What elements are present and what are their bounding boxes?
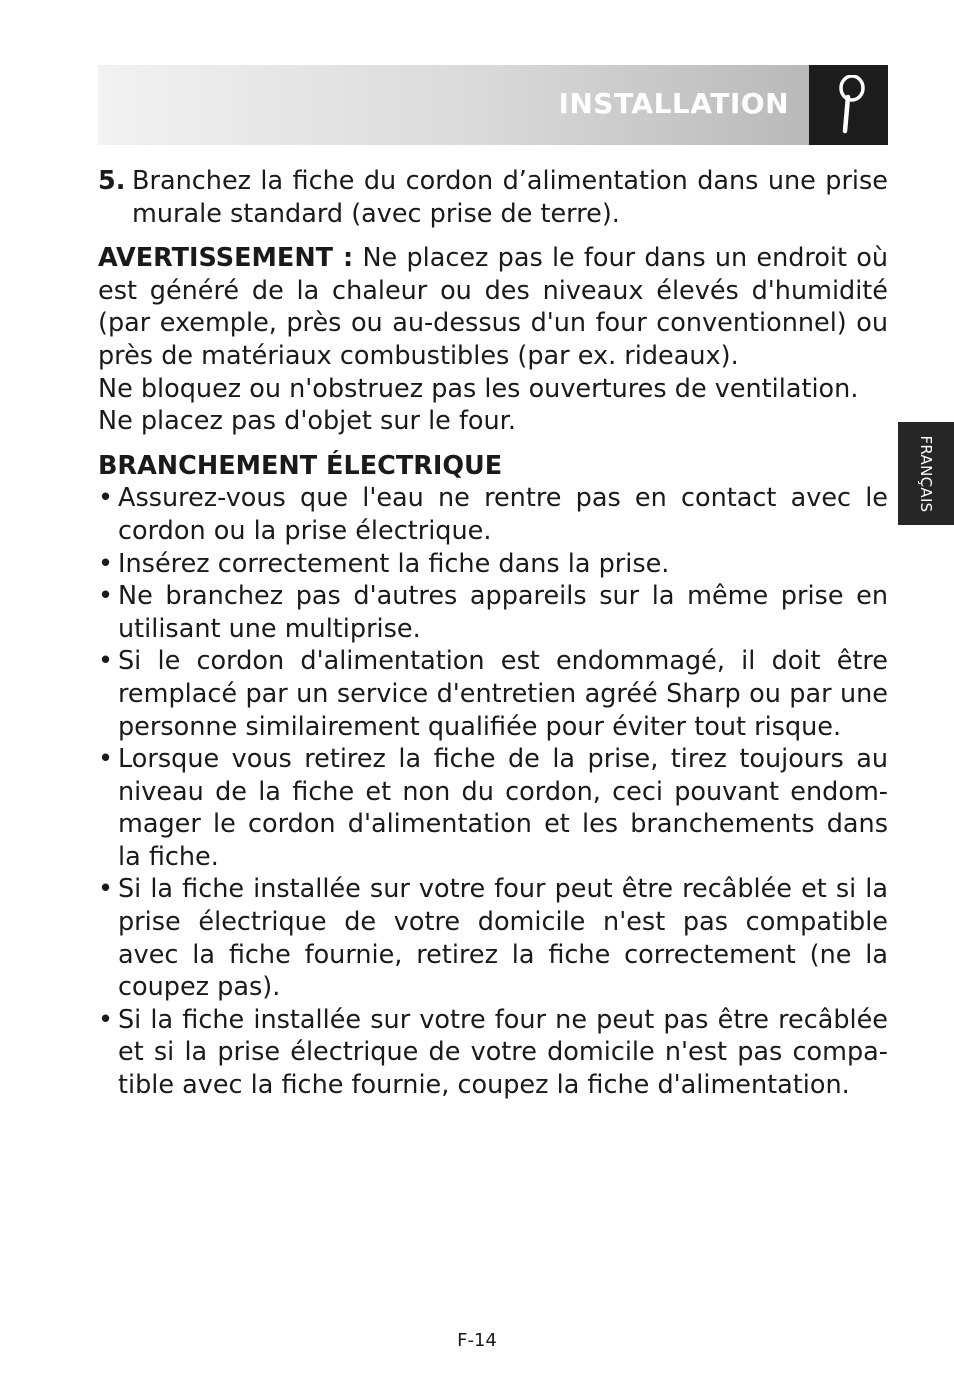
step-number: 5. — [98, 166, 126, 196]
warning-line-objects: Ne placez pas d'objet sur le four. — [98, 406, 516, 437]
language-tab — [898, 422, 954, 525]
section-heading: BRANCHEMENT ÉLECTRIQUE — [98, 450, 503, 481]
warning-block — [98, 242, 888, 438]
warning-line-ventilation: Ne bloquez ou n'obstruez pas les ouvertures de ventilation. — [98, 373, 859, 404]
bullet-mark: • — [98, 874, 114, 905]
page-content — [98, 165, 888, 1102]
bullet-mark: • — [98, 744, 114, 775]
bullet-mark: • — [98, 581, 114, 612]
wrench-icon — [829, 75, 869, 135]
bullet-mark: • — [98, 1004, 114, 1035]
step-5 — [98, 165, 888, 230]
warning-paragraph — [98, 242, 888, 372]
warning-label: AVERTISSEMENT : — [98, 243, 354, 274]
section-header-bar — [98, 65, 809, 145]
list-item: • Si la fiche installée sur votre four peut être recâblée et si la prise électrique de votre domicile n'est pas compatible avec la fiche fournie, retirez la fiche correctement (ne la coupez pas). — [98, 874, 888, 1003]
step-text: Branchez la fiche du cordon d’alimentation dans une prise murale standard (avec prise de terre). — [132, 166, 888, 229]
language-tab-label: FRANÇAIS — [917, 434, 935, 513]
list-item: • Si la fiche installée sur votre four ne peut pas être recâblée et si la prise électrique de votre domicile n'est pas compatible avec la fiche fournie, coupez la fiche d'alimentation. — [98, 1004, 888, 1101]
list-item: • Lorsque vous retirez la fiche de la prise, tirez toujours au niveau de la fiche et non du cordon, ceci pouvant endommager le cordon d'alimentation et les branchements dans la fiche. — [98, 744, 888, 872]
list-item: • Si le cordon d'alimentation est endommagé, il doit être remplacé par un service d'entretien agréé Sharp ou par une personne similairement qualifiée pour éviter tout risque. — [98, 646, 888, 742]
bullet-mark: • — [98, 483, 114, 514]
warning-text: Ne placez pas le four dans un endroit où est généré de la chaleur ou des niveaux élevés d'humidité (par exemple, près ou au-dessus d'un four conventionnel) ou près de matériaux combustibles (par ex. rideaux). — [98, 243, 888, 371]
page-number: F-14 — [457, 1330, 497, 1351]
list-item: • Insérez correctement la fiche dans la prise. — [98, 548, 670, 579]
section-icon-box — [809, 65, 888, 145]
electrical-bullet-list — [98, 482, 888, 1101]
bullet-mark: • — [98, 548, 114, 579]
bullet-mark: • — [98, 646, 114, 677]
list-item: • Ne branchez pas d'autres appareils sur la même prise en utilisant une multiprise. — [98, 581, 888, 644]
list-item: • Assurez-vous que l'eau ne rentre pas en contact avec le cordon ou la prise électrique. — [98, 483, 888, 546]
section-title: INSTALLATION — [558, 87, 789, 120]
